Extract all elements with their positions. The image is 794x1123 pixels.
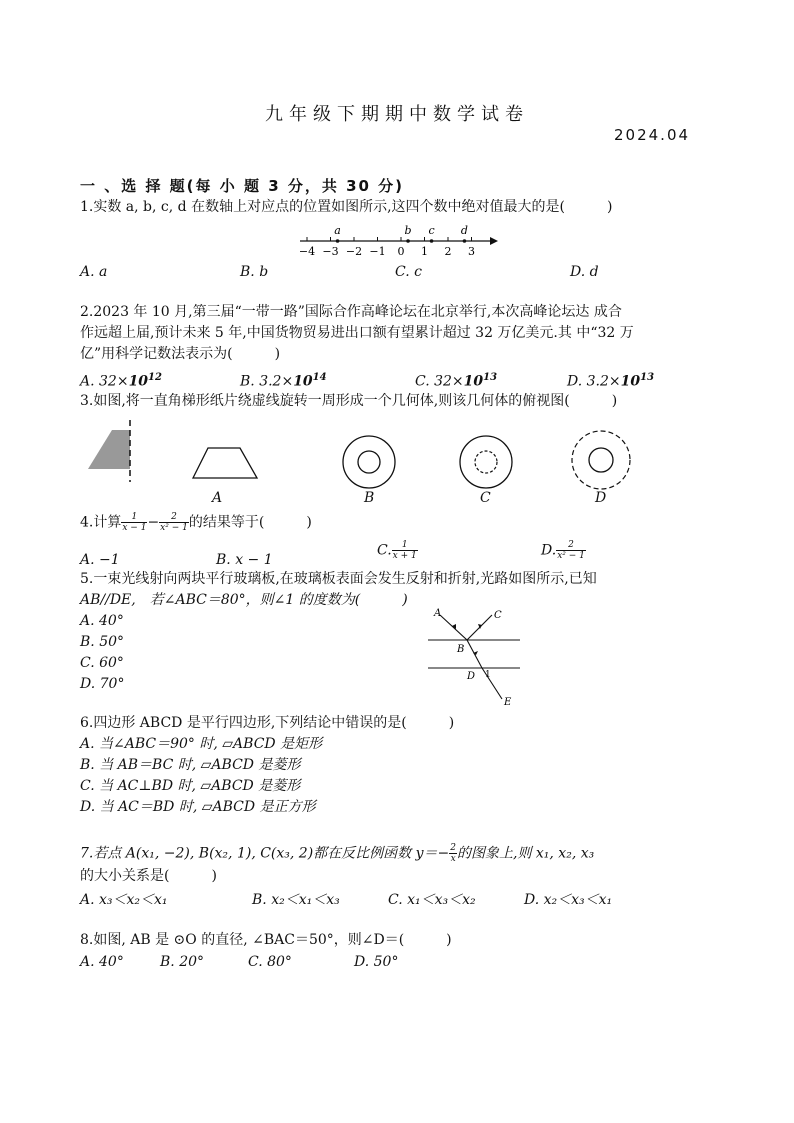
q4-option-d-fraction: $\frac{2}{\text{x² − 1}}$ — [557, 540, 585, 561]
q4-option-d[interactable]: D. $\frac{2}{\text{x² − 1}}$ — [541, 540, 585, 561]
light-ray — [440, 615, 502, 699]
axis-tick-label: 2 — [444, 245, 452, 258]
option-b-outer-circle[interactable] — [343, 436, 395, 488]
q1-option-b[interactable]: B. b — [240, 264, 269, 280]
q5-option-a[interactable]: A. 40° — [80, 613, 124, 629]
question-1-stem: 1.实数 a, b, c, d 在数轴上对应点的位置如图所示,这四个数中绝对值最大的是( ) — [80, 199, 613, 215]
option-a-trapezoid[interactable] — [193, 448, 257, 478]
q4-option-c[interactable]: C. $\frac{1}{x + 1}$ — [377, 540, 417, 561]
axis-arrow — [490, 237, 498, 245]
q3-option-b-label[interactable]: B — [364, 490, 375, 506]
axis-tick-label: −3 — [322, 245, 339, 258]
label-e: E — [504, 697, 512, 708]
point-d — [463, 239, 467, 243]
point-label-b: b — [404, 224, 412, 237]
label-b: B — [457, 644, 465, 655]
q1-option-a[interactable]: A. a — [80, 264, 108, 280]
q3-option-c-label[interactable]: C — [480, 490, 491, 506]
question-5-line1: 5.一束光线射向两块平行玻璃板,在玻璃板表面会发生反射和折射,光路如图所示,已知 — [80, 571, 597, 587]
page-title: 九年级下期期中数学试卷 — [265, 104, 529, 125]
q4-option-c-fraction: $\frac{1}{x + 1}$ — [392, 540, 417, 561]
q2-option-a[interactable]: A. $32\times 10^{12}$ — [80, 372, 162, 390]
q7-fraction: $\frac{2}{x}$ — [450, 843, 456, 864]
q4-option-a[interactable]: A. −1 — [80, 552, 120, 568]
question-8-stem: 8.如图, AB 是 ⊙O 的直径, ∠BAC＝50°，则∠D＝( ) — [80, 932, 452, 948]
axis-tick-label: 3 — [468, 245, 475, 258]
q7-option-c[interactable]: C. x₁＜x₃＜x₂ — [388, 892, 476, 908]
q2-option-d[interactable]: D. $3.2\times 10^{13}$ — [567, 372, 655, 390]
option-b-inner-circle — [358, 451, 380, 473]
q2-option-c[interactable]: C. $32\times 10^{13}$ — [415, 372, 498, 390]
q5-option-c[interactable]: C. 60° — [80, 655, 124, 671]
q8-option-d[interactable]: D. 50° — [354, 954, 399, 970]
fraction-1: $\frac{1}{x - 1}$ — [122, 512, 147, 533]
option-d-outer-dashed-circle[interactable] — [572, 431, 630, 489]
exam-date: 2024.04 — [614, 126, 691, 144]
q6-option-a[interactable]: A. 当∠ABC＝90° 时, ▱ABCD 是矩形 — [80, 736, 323, 752]
question-6-stem: 6.四边形 ABCD 是平行四边形,下列结论中错误的是( ) — [80, 715, 455, 731]
q8-option-c[interactable]: C. 80° — [248, 954, 292, 970]
question-2-line3: 亿”用科学记数法表示为( ) — [80, 346, 281, 362]
point-label-d: d — [460, 224, 468, 237]
point-b — [406, 239, 410, 243]
axis-tick-label: 1 — [421, 245, 428, 258]
q3-option-d-label[interactable]: D — [595, 490, 607, 506]
question-3-stem: 3.如图,将一直角梯形纸片绕虚线旋转一周形成一个几何体,则该几何体的俯视图( ) — [80, 393, 618, 409]
axis-tick-label: −1 — [369, 245, 386, 258]
q7-option-b[interactable]: B. x₂＜x₁＜x₃ — [252, 892, 340, 908]
q2-option-b[interactable]: B. $3.2\times 10^{14}$ — [240, 372, 327, 390]
question-7-stem: 7.若点 A(x₁, −2), B(x₂, 1), C(x₃, 2)都在反比例函数 y＝− $\frac{2}{x}$ 的图象上,则 x₁, x₂, x₃ — [80, 843, 595, 864]
label-c: C — [494, 610, 502, 621]
q6-option-b[interactable]: B. 当 AB＝BC 时, ▱ABCD 是菱形 — [80, 757, 301, 773]
question-2-line1: 2.2023 年 10 月,第三届“一带一路”国际合作高峰论坛在北京举行,本次高峰论坛达 成合 — [80, 304, 622, 320]
question-5-line2: AB//DE, 若∠ABC＝80°，则∠1 的度数为( ) — [80, 592, 408, 608]
question-7-line2: 的大小关系是( ) — [80, 868, 217, 884]
q6-option-c[interactable]: C. 当 AC⊥BD 时, ▱ABCD 是菱形 — [80, 778, 301, 794]
q5-option-b[interactable]: B. 50° — [80, 634, 125, 650]
q5-option-d[interactable]: D. 70° — [80, 676, 125, 692]
q8-option-b[interactable]: B. 20° — [160, 954, 205, 970]
fraction-2: $\frac{2}{\text{x² − 1}}$ — [160, 512, 188, 533]
q1-option-d[interactable]: D. d — [570, 264, 599, 280]
question-2-line2: 作远超上届,预计未来 5 年,中国货物贸易进出口额有望累计超过 32 万亿美元.其 中“32 万 — [80, 325, 634, 341]
point-label-c: c — [428, 224, 435, 237]
q3-figures — [80, 412, 720, 512]
axis-tick-label: 0 — [397, 245, 405, 258]
point-a — [336, 239, 340, 243]
q5-light-path-figure — [420, 604, 530, 708]
option-c-inner-dashed-circle — [475, 451, 497, 473]
q6-option-d[interactable]: D. 当 AC＝BD 时, ▱ABCD 是正方形 — [80, 799, 316, 815]
q4-option-b[interactable]: B. x − 1 — [216, 552, 273, 568]
option-c-outer-circle[interactable] — [460, 436, 512, 488]
question-4-stem: 4.计算 $\frac{1}{x - 1}$ − $\frac{2}{\text{x² − 1}}$ 的结果等于( ) — [80, 512, 312, 533]
axis-tick-label: −4 — [298, 245, 316, 258]
point-label-a: a — [334, 224, 341, 237]
point-c — [430, 239, 434, 243]
q3-option-a-label[interactable]: A — [212, 490, 223, 506]
q7-option-a[interactable]: A. x₃＜x₂＜x₁ — [80, 892, 168, 908]
label-d: D — [467, 671, 476, 682]
label-a: A — [434, 608, 442, 619]
number-line-figure — [295, 220, 505, 262]
axis-tick-label: −2 — [345, 245, 363, 258]
q1-option-c[interactable]: C. c — [395, 264, 422, 280]
section-heading: 一 、选 择 题(每 小 题 3 分，共 30 分) — [80, 177, 405, 195]
q7-option-d[interactable]: D. x₂＜x₃＜x₁ — [524, 892, 613, 908]
option-d-inner-circle — [589, 448, 613, 472]
angle-1-label: 1 — [485, 670, 491, 680]
trapezoid-paper — [88, 430, 130, 469]
q8-option-a[interactable]: A. 40° — [80, 954, 124, 970]
